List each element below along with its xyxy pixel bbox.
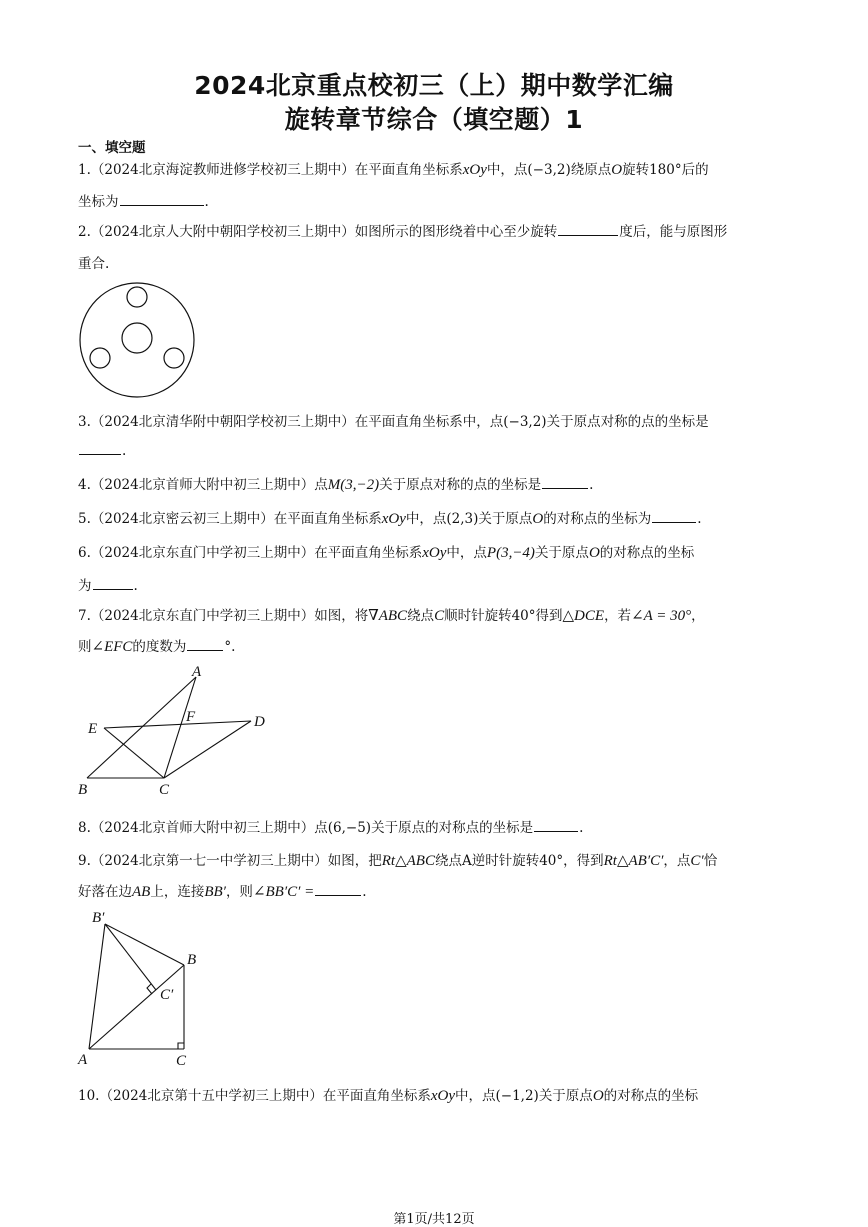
question-9-line2: 好落在边AB上，连接BB′，则∠BB′C′ = .: [78, 884, 367, 900]
label-B: B: [78, 782, 88, 798]
question-5: 5.（2024北京密云初三上期中）在平面直角坐标系xOy中，点(2,3)关于原点O的对称点的坐标为 .: [78, 511, 702, 527]
label-B: B: [187, 952, 197, 968]
question-10: 10.（2024北京第十五中学初三上期中）在平面直角坐标系xOy中，点(−1,2)关于原点O的对称点的坐标: [78, 1088, 699, 1104]
label-C-prime: C′: [160, 987, 174, 1003]
answer-blank[interactable]: [315, 883, 361, 896]
answer-blank[interactable]: [542, 476, 588, 489]
question-1-line2: 坐标为 .: [78, 194, 209, 210]
question-7-line1: 7.（2024北京东直门中学初三上期中）如图，将∇ABC绕点C顺时针旋转40°得到△DCE，若∠A = 30°，: [78, 608, 705, 624]
page-subtitle: 旋转章节综合（填空题）1: [284, 105, 584, 134]
figure-triangle-rotation: [74, 660, 274, 800]
page-footer: 第1页/共12页: [393, 1212, 475, 1227]
question-3-line1: 3.（2024北京清华附中朝阳学校初三上期中）在平面直角坐标系中，点(−3,2)关于原点对称的点的坐标是: [78, 414, 709, 430]
answer-blank[interactable]: [187, 638, 223, 651]
answer-blank[interactable]: [93, 577, 133, 590]
answer-blank[interactable]: [558, 223, 618, 236]
question-4: 4.（2024北京首师大附中初三上期中）点M(3,−2)关于原点对称的点的坐标是 .: [78, 477, 594, 493]
question-2-line1: 2.（2024北京人大附中朝阳学校初三上期中）如图所示的图形绕着中心至少旋转 度后，能与原图形: [78, 224, 728, 240]
label-D: D: [254, 714, 265, 730]
label-E: E: [88, 721, 98, 737]
label-A: A: [192, 664, 202, 680]
answer-blank[interactable]: [652, 510, 696, 523]
answer-blank[interactable]: [120, 193, 204, 206]
section-heading: 一、填空题: [78, 140, 146, 156]
label-A: A: [78, 1052, 88, 1068]
question-7-line2: 则∠EFC的度数为 °.: [78, 639, 236, 655]
label-C: C: [176, 1053, 187, 1069]
label-B-prime: B′: [92, 910, 105, 926]
page-title: 2024北京重点校初三（上）期中数学汇编: [194, 71, 674, 100]
question-9-line1: 9.（2024北京第一七一中学初三上期中）如图，把Rt△ABC绕点A逆时针旋转40°，得到Rt△AB′C′，点C′恰: [78, 853, 718, 869]
question-2-line2: 重合.: [78, 256, 110, 272]
answer-blank[interactable]: [534, 819, 578, 832]
question-3-line2: .: [78, 442, 126, 459]
question-6-line1: 6.（2024北京东直门中学初三上期中）在平面直角坐标系xOy中，点P(3,−4)关于原点O的对称点的坐标: [78, 545, 695, 561]
question-6-line2: 为 .: [78, 578, 138, 594]
label-F: F: [186, 709, 196, 725]
label-C: C: [159, 782, 170, 798]
question-8: 8.（2024北京首师大附中初三上期中）点(6,−5)关于原点的对称点的坐标是 .: [78, 820, 584, 836]
figure-right-triangle-rotation: [74, 904, 214, 1072]
figure-circle-holes: [76, 280, 200, 402]
question-1-line1: 1.（2024北京海淀教师进修学校初三上期中）在平面直角坐标系xOy中，点(−3,2)绕原点O旋转180°后的: [78, 162, 709, 178]
answer-blank[interactable]: [79, 442, 121, 455]
